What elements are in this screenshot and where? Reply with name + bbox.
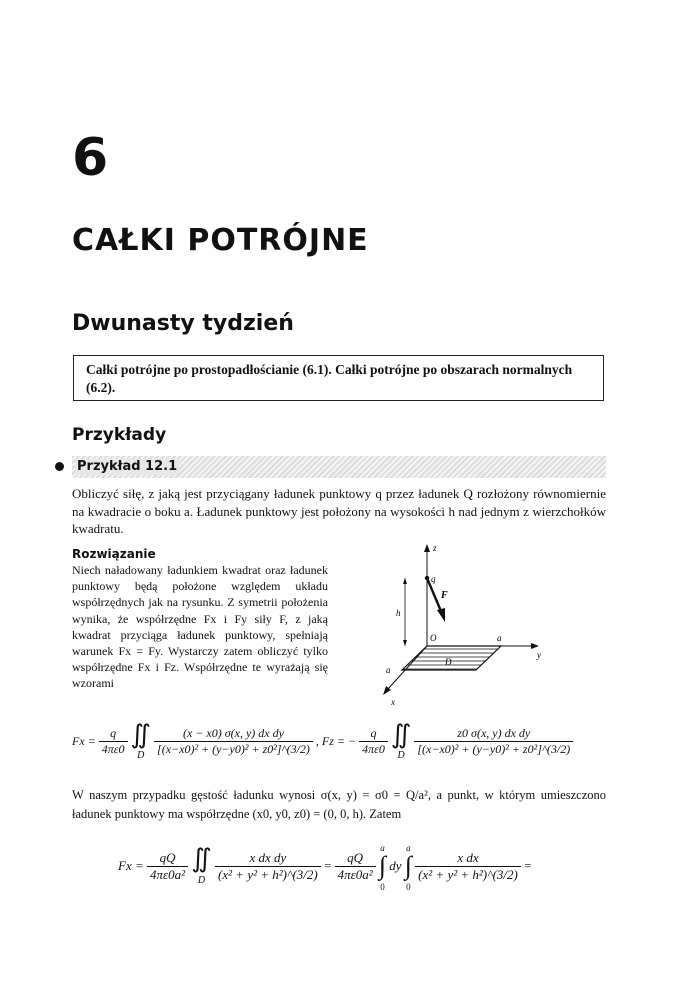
formula1-lhs: Fx =	[72, 734, 96, 748]
bullet-icon	[55, 462, 64, 471]
chapter-title: CAŁKI POTRÓJNE	[72, 223, 369, 258]
formula1-integral: ∬ D	[130, 720, 152, 761]
formula1-separator: , Fz = −	[315, 734, 357, 748]
formula2-double-integral: ∬ D	[191, 844, 212, 886]
formula1-fraction1: $\frac{\text{(x − x0) σ(x, y) dx dy}}{\text{[(x−x0)² + (y−y0)² + z0²]\textasciicircum{}(3/2)}}$	[154, 726, 313, 757]
h-arrow-up-icon	[403, 578, 407, 584]
solution-heading: Rozwiązanie	[72, 547, 156, 561]
h-label: h	[396, 608, 401, 618]
formula2-dy: dy	[389, 858, 402, 873]
formula1-coef: $\frac{q}{4\pi\varepsilon 0}$	[99, 726, 128, 757]
z-arrow-icon	[424, 544, 430, 552]
force-label: F	[441, 590, 448, 601]
section-title: Dwunasty tydzień	[72, 311, 294, 336]
z-label: z	[433, 543, 437, 553]
formula2-integral-x: a ∫ 0	[404, 843, 412, 892]
a-side-label: a	[386, 665, 391, 675]
coordinate-figure	[365, 540, 565, 710]
formula2-lhs: Fx =	[118, 858, 144, 873]
d-label: D	[445, 657, 452, 667]
formula2-equals: =	[324, 858, 332, 873]
formula2-coef1: $\frac{qQ}{\text{4πε0a²}}$	[147, 850, 188, 883]
a-top-label: a	[497, 633, 502, 643]
formula2-fraction1: $\frac{\text{x dx dy}}{\text{(x² + y² + h²)\textasciicircum{}(3/2)}}$	[215, 850, 321, 883]
formula-force-components	[72, 722, 612, 761]
formula2-coef2: $\frac{qQ}{\text{4πε0a²}}$	[335, 850, 376, 883]
force-arrow-icon	[437, 608, 445, 622]
topics-box	[73, 355, 604, 401]
topics-text: Całki potrójne po prostopadłościanie (6.1). Całki potrójne po obszarach normalnych (6.2).	[86, 362, 573, 395]
formula1-fraction2: $\frac{\text{z0 σ(x, y) dx dy}}{\text{[(x−x0)² + (y−y0)² + z0²]\textasciicircum{}(3/2)}}$	[414, 726, 573, 757]
square-d	[402, 646, 501, 670]
h-arrow-down-icon	[403, 640, 407, 646]
formula2-trailing-equals: =	[524, 858, 532, 873]
problem-statement: Obliczyć siłę, z jaką jest przyciągany ładunek punktowy q przez ładunek Q rozłożony równomiernie na kwadracie o boku a. Ładunek punktowy jest położony na wysokości h nad jednym z wierzchołków kwadratu.	[72, 486, 606, 536]
density-paragraph: W naszym przypadku gęstość ładunku wynosi σ(x, y) = σ0 = Q/a², a punkt, w którym umieszczono ładunek punktowy ma współrzędne (x0, y0, z0) = (0, 0, h). Zatem	[72, 788, 606, 821]
solution-text: Niech naładowany ładunkiem kwadrat oraz ładunek punktowy będą położone względem układu współrzędnych jak na rysunku. Z symetrii położenia wynika, że współrzędne Fx i Fy siły F, z jaką kwadrat przyciąga ładunek punktowy, spełniają warunek Fx = Fy. Wystarczy zatem obliczyć tylko współrzędne Fx i Fz. Współrzędne te wyrażają się wzorami	[72, 563, 328, 691]
x-label: x	[391, 697, 395, 707]
formula1-coef2: $\frac{q}{4\pi\varepsilon 0}$	[359, 726, 388, 757]
formula2-integral-y: a ∫ 0	[378, 843, 387, 892]
formula1-integral2: ∬ D	[390, 720, 412, 761]
y-arrow-icon	[531, 643, 539, 649]
example-title: Przykład 12.1	[77, 459, 178, 474]
formula-fx	[118, 840, 531, 892]
chapter-number: 6	[72, 128, 109, 188]
formula2-fraction2: $\frac{\text{x dx}}{\text{(x² + y² + h²)\textasciicircum{}(3/2)}}$	[415, 850, 521, 883]
examples-heading: Przykłady	[72, 425, 167, 445]
y-label: y	[537, 650, 541, 660]
q-label: q	[431, 574, 436, 584]
o-label: O	[430, 633, 437, 643]
